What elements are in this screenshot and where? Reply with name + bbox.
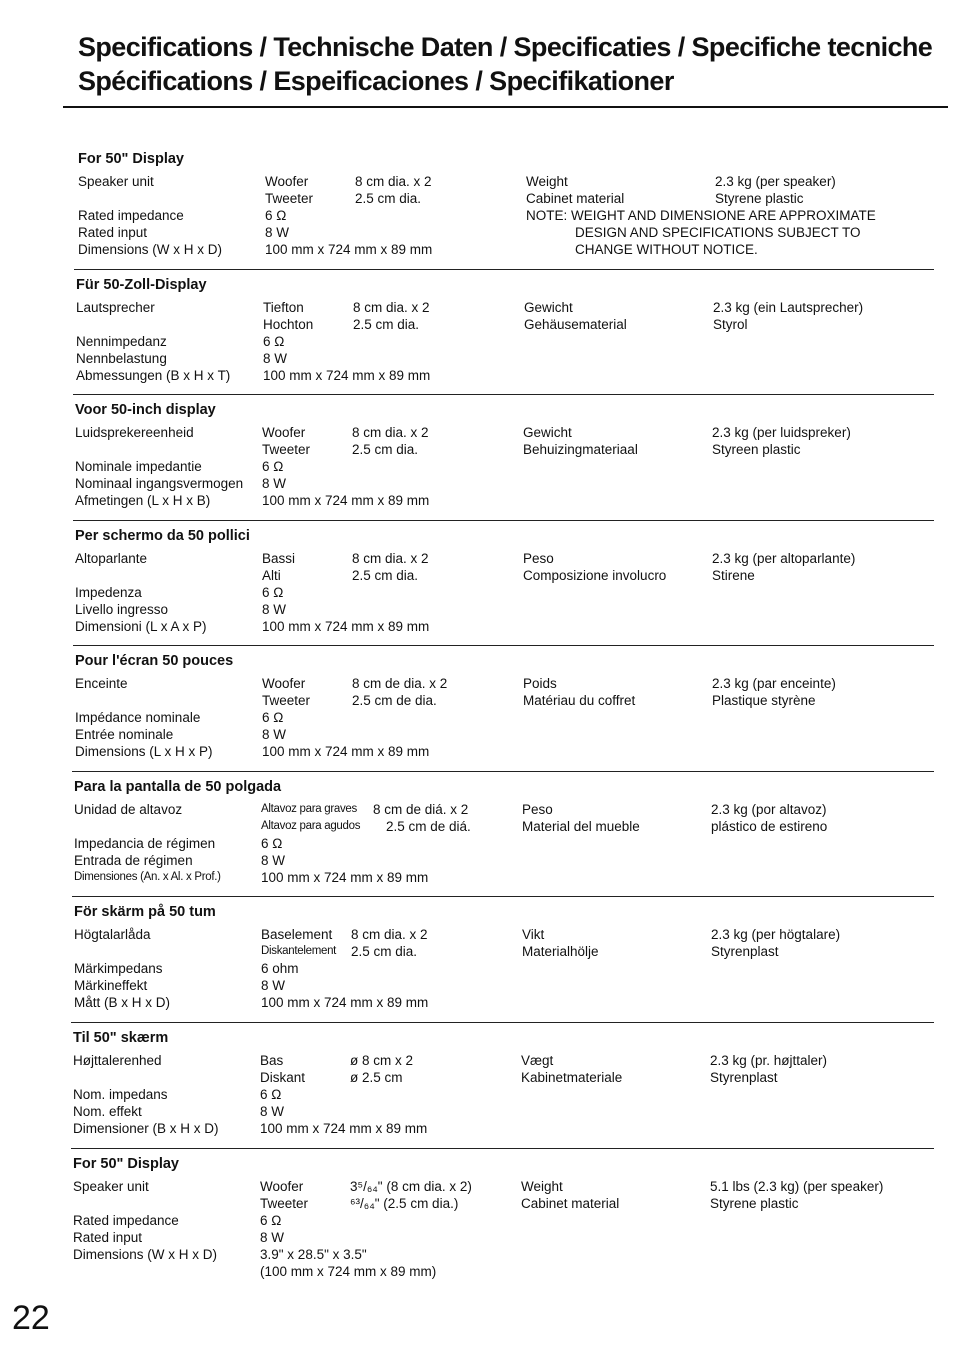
spec-label: Dimensioni (L x A x P) [75, 619, 207, 634]
spec-component: 8 W [263, 351, 288, 366]
spec-value: 2.3 kg (per högtalare) [711, 927, 841, 942]
spec-component: Tweeter [262, 693, 311, 708]
spec-label: Nennbelastung [76, 351, 167, 366]
spec-label: Rated input [73, 1230, 143, 1245]
spec-value: Styrenplast [710, 1070, 778, 1085]
spec-label: Dimensioner (B x H x D) [73, 1121, 219, 1136]
spec-component: 6 Ω [265, 208, 287, 223]
spec-value: 8 cm dia. x 2 [351, 927, 428, 942]
section-heading: For 50" Display [78, 151, 184, 167]
spec-component: 100 mm x 724 mm x 89 mm [262, 744, 430, 759]
spec-component: Woofer [265, 174, 309, 189]
spec-label: Peso [522, 802, 553, 817]
spec-value: Styreen plastic [712, 442, 801, 457]
spec-label: Cabinet material [526, 191, 625, 206]
spec-component: Tiefton [263, 300, 304, 315]
section-divider [74, 269, 934, 270]
spec-component: 6 Ω [262, 585, 284, 600]
page-number: 22 [12, 1299, 50, 1337]
spec-value: 8 cm de diá. x 2 [373, 802, 469, 817]
spec-value: 2.5 cm dia. [355, 191, 422, 206]
spec-label: Nennimpedanz [76, 334, 167, 349]
spec-value: 8 cm dia. x 2 [352, 425, 429, 440]
spec-component: Bassi [262, 551, 296, 566]
spec-value: 2.5 cm dia. [352, 442, 419, 457]
section-divider [73, 645, 934, 646]
spec-label: Nom. impedans [73, 1087, 168, 1102]
section-heading: Per schermo da 50 pollici [75, 528, 250, 544]
spec-component: 8 W [261, 853, 286, 868]
spec-label: Unidad de altavoz [74, 802, 183, 817]
spec-component: Hochton [263, 317, 314, 332]
spec-component: 6 ohm [261, 961, 299, 976]
spec-component: 6 Ω [262, 459, 284, 474]
spec-component: (100 mm x 724 mm x 89 mm) [260, 1264, 437, 1279]
spec-value: Styrene plastic [710, 1196, 799, 1211]
spec-label: Poids [523, 676, 557, 691]
spec-component: Tweeter [262, 442, 311, 457]
note-line: DESIGN AND SPECIFICATIONS SUBJECT TO [575, 225, 861, 240]
spec-value: 8 cm dia. x 2 [355, 174, 432, 189]
spec-label: Nominale impedantie [75, 459, 202, 474]
spec-value: 2.3 kg (per altoparlante) [712, 551, 856, 566]
spec-value: Styrenplast [711, 944, 779, 959]
spec-value: 2.5 cm dia. [351, 944, 418, 959]
spec-component: 8 W [261, 978, 286, 993]
spec-label: Impedenza [75, 585, 142, 600]
spec-label: Mått (B x H x D) [74, 995, 171, 1010]
spec-value: Styrene plastic [715, 191, 804, 206]
section-divider [71, 1022, 934, 1023]
spec-label: Dimensiones (An. x Al. x Prof.) [74, 871, 221, 883]
spec-component: Alti [262, 568, 281, 583]
spec-component: 100 mm x 724 mm x 89 mm [261, 870, 429, 885]
spec-component: 3.9" x 28.5" x 3.5" [260, 1247, 367, 1262]
spec-component: Diskant [260, 1070, 306, 1085]
spec-label: Gewicht [523, 425, 572, 440]
spec-component: 8 W [260, 1104, 285, 1119]
spec-label: Matériau du coffret [523, 693, 636, 708]
spec-label: Nominaal ingangsvermogen [75, 476, 244, 491]
spec-value: ø 2.5 cm [350, 1070, 403, 1085]
spec-value: Plastique styrène [712, 693, 816, 708]
spec-component: 8 W [262, 602, 287, 617]
spec-value: 2.3 kg (pr. højttaler) [710, 1053, 828, 1068]
spec-label: Rated impedance [78, 208, 184, 223]
spec-component: Tweeter [265, 191, 314, 206]
spec-component: 100 mm x 724 mm x 89 mm [260, 1121, 428, 1136]
spec-value: Stirene [712, 568, 755, 583]
spec-component: 8 W [262, 727, 287, 742]
spec-value: 2.3 kg (par enceinte) [712, 676, 836, 691]
spec-label: Enceinte [75, 676, 128, 691]
spec-label: Materialhölje [522, 944, 599, 959]
spec-value: 2.5 cm de dia. [352, 693, 437, 708]
spec-label: Dimensions (W x H x D) [73, 1247, 218, 1262]
spec-component: 8 W [260, 1230, 285, 1245]
spec-value: 2.5 cm de diá. [386, 819, 471, 834]
spec-label: Composizione involucro [523, 568, 667, 583]
spec-label: Material del mueble [522, 819, 640, 834]
title-line-1: Specifications / Technische Daten / Specificaties / Specifiche tecniche [78, 32, 933, 62]
spec-component: 100 mm x 724 mm x 89 mm [263, 368, 431, 383]
spec-value: plástico de estireno [711, 819, 828, 834]
spec-value: Styrol [713, 317, 748, 332]
spec-label: Luidsprekereenheid [75, 425, 194, 440]
spec-label: Vikt [522, 927, 545, 942]
spec-label: Entrada de régimen [74, 853, 193, 868]
spec-label: Rated impedance [73, 1213, 179, 1228]
spec-component: Altavoz para agudos [261, 820, 361, 832]
section-divider [73, 394, 934, 395]
spec-label: Livello ingresso [75, 602, 169, 617]
spec-component: Tweeter [260, 1196, 309, 1211]
section-divider [72, 896, 934, 897]
spec-component: 8 W [265, 225, 290, 240]
page-title [78, 30, 938, 98]
spec-component: 6 Ω [263, 334, 285, 349]
spec-label: Märkineffekt [74, 978, 148, 993]
section-divider [71, 1148, 934, 1149]
spec-value: ø 8 cm x 2 [350, 1053, 414, 1068]
spec-component: Diskantelement [261, 945, 337, 957]
note-line: CHANGE WITHOUT NOTICE. [575, 242, 758, 257]
section-heading: Für 50-Zoll-Display [76, 277, 207, 293]
spec-value: 2.3 kg (per luidspreker) [712, 425, 851, 440]
spec-component: 100 mm x 724 mm x 89 mm [262, 619, 430, 634]
spec-component: 6 Ω [260, 1213, 282, 1228]
spec-label: Högtalarlåda [74, 927, 151, 942]
spec-component: Baselement [261, 927, 333, 942]
spec-value: 5.1 lbs (2.3 kg) (per speaker) [710, 1179, 884, 1194]
spec-component: 100 mm x 724 mm x 89 mm [261, 995, 429, 1010]
spec-label: Behuizingmateriaal [523, 442, 638, 457]
section-heading: För skärm på 50 tum [74, 904, 216, 920]
note-line: NOTE: WEIGHT AND DIMENSIONE ARE APPROXIMATE [526, 208, 876, 223]
spec-component: 6 Ω [260, 1087, 282, 1102]
spec-value: 8 cm dia. x 2 [352, 551, 429, 566]
title-line-2: Spécifications / Espeificaciones / Specifikationer [78, 66, 674, 96]
spec-label: Märkimpedans [74, 961, 163, 976]
spec-value: 2.5 cm dia. [353, 317, 420, 332]
title-divider [63, 106, 948, 108]
spec-component: Woofer [262, 425, 306, 440]
spec-component: 100 mm x 724 mm x 89 mm [262, 493, 430, 508]
spec-label: Speaker unit [73, 1179, 149, 1194]
spec-label: Peso [523, 551, 554, 566]
spec-label: Højttalerenhed [73, 1053, 162, 1068]
spec-component: 8 W [262, 476, 287, 491]
spec-component: Altavoz para graves [261, 803, 357, 815]
spec-component: Bas [260, 1053, 284, 1068]
section-divider [73, 520, 934, 521]
section-heading: Pour l'écran 50 pouces [75, 653, 234, 669]
spec-label: Lautsprecher [76, 300, 155, 315]
spec-label: Gehäusematerial [524, 317, 627, 332]
spec-value: 8 cm de dia. x 2 [352, 676, 448, 691]
spec-label: Afmetingen (L x H x B) [75, 493, 211, 508]
spec-component: 6 Ω [262, 710, 284, 725]
section-heading: For 50" Display [73, 1156, 179, 1172]
spec-label: Altoparlante [75, 551, 148, 566]
spec-label: Kabinetmateriale [521, 1070, 623, 1085]
spec-label: Rated input [78, 225, 148, 240]
spec-label: Entrée nominale [75, 727, 174, 742]
spec-label: Cabinet material [521, 1196, 620, 1211]
section-divider [72, 771, 934, 772]
spec-label: Dimensions (L x H x P) [75, 744, 213, 759]
spec-label: Weight [526, 174, 568, 189]
spec-component: Woofer [260, 1179, 304, 1194]
section-heading: Para la pantalla de 50 polgada [74, 779, 282, 795]
spec-label: Gewicht [524, 300, 573, 315]
spec-value: 2.3 kg (ein Lautsprecher) [713, 300, 864, 315]
spec-value: 2.5 cm dia. [352, 568, 419, 583]
spec-label: Impedancia de régimen [74, 836, 216, 851]
spec-component: Woofer [262, 676, 306, 691]
spec-label: Weight [521, 1179, 563, 1194]
spec-value: ⁶³/₆₄" (2.5 cm dia.) [350, 1196, 459, 1211]
spec-component: 6 Ω [261, 836, 283, 851]
spec-label: Speaker unit [78, 174, 154, 189]
spec-component: 100 mm x 724 mm x 89 mm [265, 242, 433, 257]
spec-value: 2.3 kg (por altavoz) [711, 802, 827, 817]
spec-value: 8 cm dia. x 2 [353, 300, 430, 315]
spec-label: Impédance nominale [75, 710, 201, 725]
section-heading: Til 50" skærm [73, 1030, 169, 1046]
spec-label: Dimensions (W x H x D) [78, 242, 223, 257]
spec-value: 3⁵/₆₄" (8 cm dia. x 2) [350, 1179, 472, 1194]
spec-label: Nom. effekt [73, 1104, 142, 1119]
spec-label: Vægt [521, 1053, 554, 1068]
section-heading: Voor 50-inch display [75, 402, 216, 418]
spec-value: 2.3 kg (per speaker) [715, 174, 836, 189]
spec-label: Abmessungen (B x H x T) [76, 368, 231, 383]
